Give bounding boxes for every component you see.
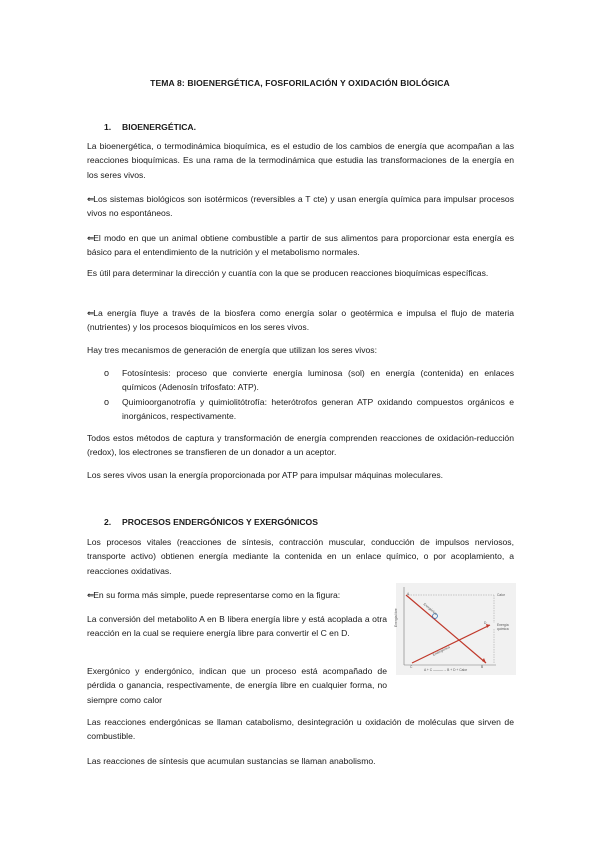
s1-paragraph-3: ⇐El modo en que un animal obtiene combustible a partir de sus alimentos para proporcionar esta energía es básico para el entendimiento de la nutrición y el metabolismo normales. — [87, 233, 514, 258]
s1-paragraph-4: Es útil para determinar la dirección y cuantía con la que se producen reacciones bioquímicas específicas. — [87, 268, 489, 278]
label-exergonica: Exergónica — [422, 602, 438, 616]
s1-paragraph-7: Todos estos métodos de captura y transformación de energía comprenden reacciones de oxidación-reducción (redox), los electrones se transfieren de un donador a un aceptor. — [87, 433, 514, 458]
section-1-title: BIOENERGÉTICA. — [122, 122, 197, 132]
s1-paragraph-2: ⇐Los sistemas biológicos son isotérmicos (reversibles a T cte) y usan energía química para impulsar procesos vivos no espontáneos. — [87, 194, 514, 219]
s1-paragraph-1: La bioenergética, o termodinámica bioquímica, es el estudio de los cambios de energía que acompañan a las reacciones bioquímicas. Es una rama de la termodinámica que estudia las transformaciones de la energía en los seres vivos. — [87, 141, 514, 180]
s2-paragraph-3: La conversión del metabolito A en B libera energía libre y está acoplada a otra reacción en la cual se requiere energía libre para convertir el C en D. — [87, 614, 387, 639]
double-arrow-icon: ⇐ — [87, 590, 94, 600]
bullet-circle-icon: o — [104, 397, 110, 407]
double-arrow-icon: ⇐ — [87, 233, 94, 243]
section-2-number: 2. — [104, 517, 112, 527]
label-d: D — [484, 621, 487, 625]
label-equation: A + C ———→ B + D + Calor — [424, 668, 468, 672]
label-b: B — [481, 665, 484, 669]
endergonic-line — [412, 625, 490, 663]
label-a: A — [407, 592, 410, 596]
s2-paragraph-2: ⇐En su forma más simple, puede representarse como en la figura: — [87, 590, 341, 600]
label-endergonica: Endergónica — [432, 645, 451, 657]
label-c: C — [410, 665, 413, 669]
page-title: TEMA 8: BIOENERGÉTICA, FOSFORILACIÓN Y OXIDACIÓN BIOLÓGICA — [150, 78, 450, 88]
section-2-title: PROCESOS ENDERGÓNICOS Y EXERGÓNICOS — [122, 517, 318, 527]
section-1-number: 1. — [104, 122, 112, 132]
label-energia-libre: Energía libre — [394, 608, 398, 627]
bullet-circle-icon: o — [104, 368, 110, 378]
section-1-heading — [104, 122, 196, 132]
energy-coupling-figure — [396, 583, 516, 675]
label-energia-quimica: Energía química — [497, 623, 509, 631]
double-arrow-icon: ⇐ — [87, 308, 94, 318]
s2-paragraph-4: Exergónico y endergónico, indican que un proceso está acompañado de pérdida o ganancia, respectivamente, de energía libre en cualquier forma, no siempre como calor — [87, 666, 387, 705]
section-2-heading — [104, 517, 318, 527]
s1-paragraph-6: Hay tres mecanismos de generación de energía que utilizan los seres vivos: — [87, 345, 377, 355]
s2-paragraph-1: Los procesos vitales (reacciones de síntesis, contracción muscular, conducción de impulsos nerviosos, transporte activo) obtienen energía mediante la contenida en un enlace químico, o por acoplamiento, a reacciones oxidativas. — [87, 537, 514, 576]
s2-paragraph-6: Las reacciones de síntesis que acumulan sustancias se llaman anabolismo. — [87, 756, 376, 766]
exergonic-line — [406, 595, 486, 663]
label-calor: Calor — [497, 593, 505, 597]
s2-paragraph-5: Las reacciones endergónicas se llaman catabolismo, desintegración u oxidación de moléculas que sirven de combustible. — [87, 717, 514, 742]
double-arrow-icon: ⇐ — [87, 194, 94, 204]
list-item: o Fotosíntesis: proceso que convierte energía luminosa (sol) en energía (contenida) en enlaces químicos (Adenosín trifosfato: ATP). — [104, 368, 514, 393]
list-item: o Quimioorganotrofía y quimiolitótrofía: heterótrofos generan ATP oxidando compuestos orgánicos e inorgánicos, respectivamente. — [104, 397, 514, 422]
s1-paragraph-5: ⇐La energía fluye a través de la biosfera como energía solar o geotérmica e impulsa el flujo de materia (nutrientes) y los procesos bioquímicos en los seres vivos. — [87, 308, 514, 333]
s1-paragraph-8: Los seres vivos usan la energía proporcionada por ATP para impulsar máquinas moleculares. — [87, 470, 444, 480]
